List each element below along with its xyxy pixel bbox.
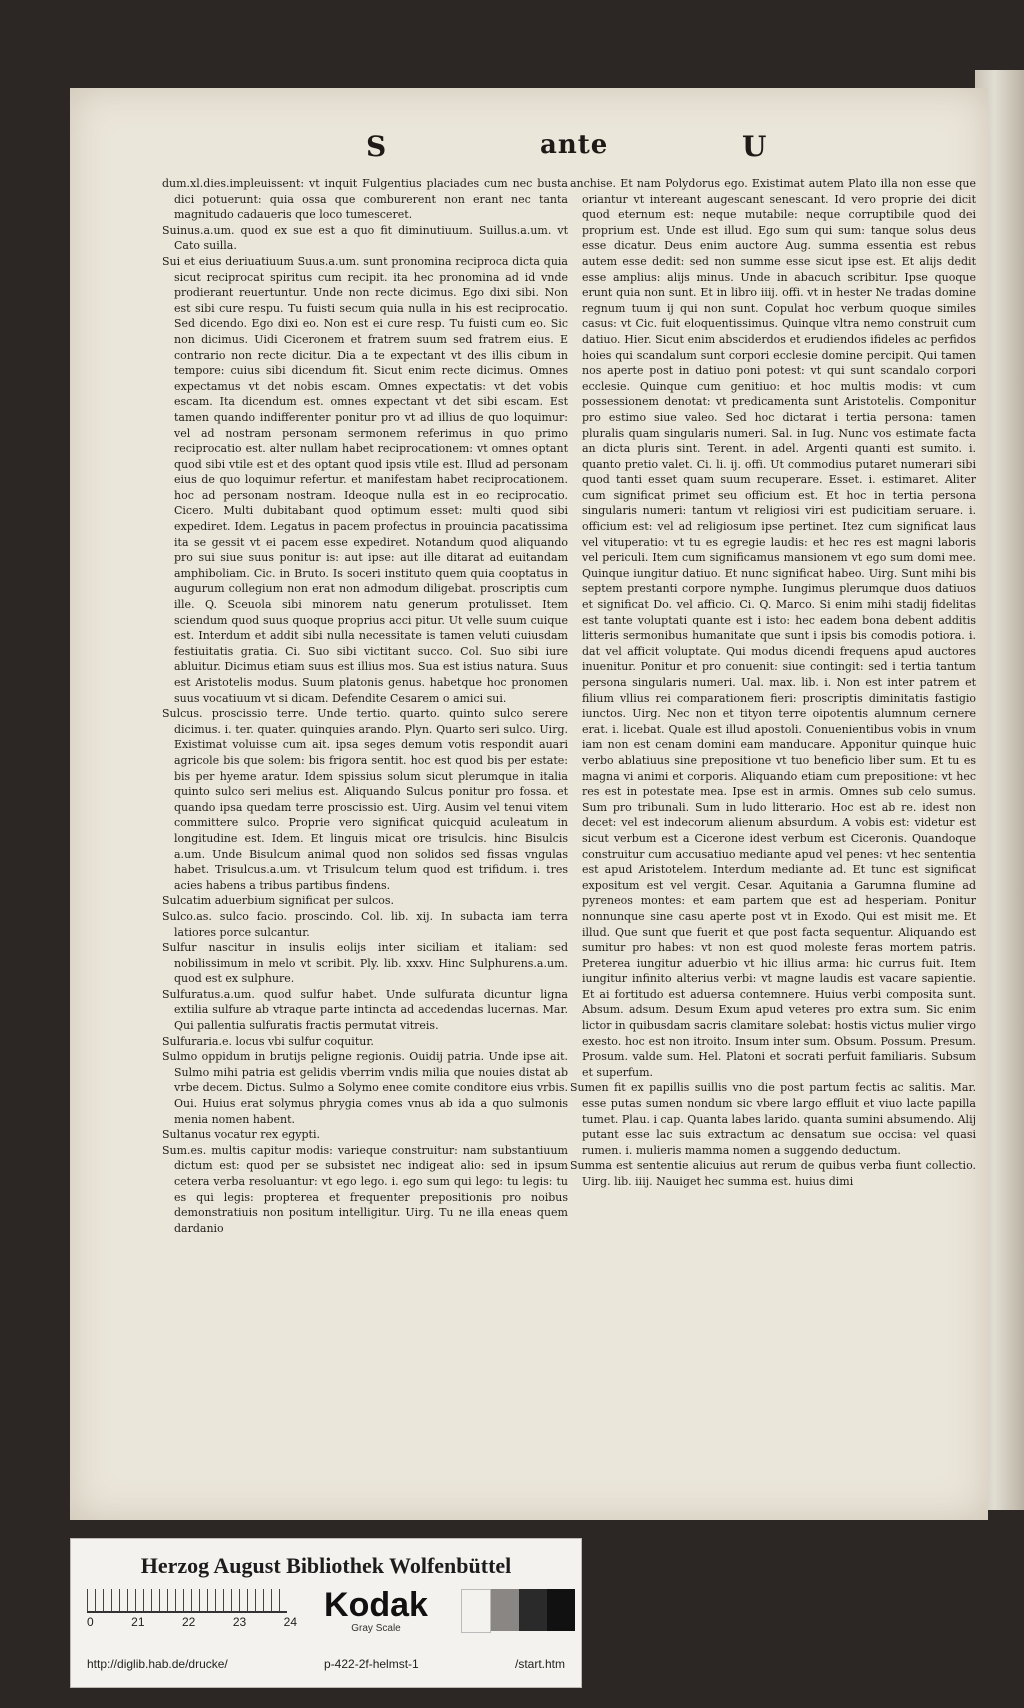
entry-paragraph: Sulco.as. sulco facio. proscindo. Col. lib. xij. In subacta iam terra latiores porce sulcantur. <box>162 909 568 939</box>
source-url: http://diglib.hab.de/drucke/ <box>87 1657 228 1671</box>
entry-paragraph: Sui et eius deriuatiuum Suus.a.um. sunt pronomina reciproca dicta quia sicut reciprocat spiritus cum recipit. ita hec pronomina ad id vnde prodierant reuertuntur. Unde non recte dicimus. Ego dixi sibi. Non est sibi cure respu. Tu fuisti secum quia nulla in his est reciprocatio. Sed dicendo. Ego dixi eo. Non est ei cure resp. Tu fuisti cum eo. Sic non dicimus. Uidi Ciceronem et fratrem suum sed fratrem eius. E contrario non recte dicitur. Dia a te expectant vt des illis cibum in tempore: cuius sibi dicendum fit. Sicut enim recte dicimus. Omnes expectamus vt det nobis escam. Omnes expectatis: vt det vobis escam. Ita dicendum est. omnes expectant vt det sibi escam. Est tamen quando indifferenter ponitur pro vt ad illius de quo loquimur: vel ad nostram personam sermonem referimus in quo primo reciprocatio est. alter nullam habet reciprocationem: vt omnes optant quod sibi vtile est et des optant quod ipsis vtile est. Illud ad personam eius de quo loquimur refertur. et manifestam habet reciprocationem. hoc ad personam nostram. Ideoque nulla est in eo reciprocatio. Cicero. Multi dubitabant quod optimum esset: multi quod sibi expediret. Idem. Legatus in pacem profectus in prouincia pacatissima ita se gessit vt ei pacem esse expediret. Notandum quod aliquando pro sui siue suus ponitur is: aut ipse: aut ille ditarat ad euitandam amphiboliam. Cic. in Bruto. Is soceri instituto quem quia cooptatus in augurum collegium non erat non admodum diligebat. proscriptis cum ille. Q. Sceuola sibi minorem natu generum protulisset. Item sciendum quod suus quoque proprius acci pitur. Ut velle suum cuique est. Interdum et addit sibi nulla necessitate is tamen veluti cuiusdam festiuitatis gratia. Ci. Suo sibi victitant succo. Col. Suo sibi iure abluitur. Dicimus etiam suus est illius mos. Sua est istius natura. Suus est Aristotelis modus. Suum platonis genus. habetque hoc pronomen suus vocatiuum vt si dicam. Defendite Cesarem o amici sui. <box>162 254 568 705</box>
ruler-numbers <box>87 1615 297 1629</box>
start-link: /start.htm <box>514 1657 565 1671</box>
dark-swatch <box>519 1589 547 1631</box>
color-target-card <box>70 1538 582 1688</box>
scale-ruler <box>87 1589 297 1629</box>
right-text-column <box>570 176 976 1190</box>
gray-swatches <box>461 1589 575 1631</box>
left-text-column <box>162 176 568 1236</box>
running-head-center: ante <box>540 130 609 160</box>
ruler-number: 21 <box>131 1615 145 1629</box>
white-swatch <box>461 1589 491 1633</box>
entry-paragraph: Summa est sententie alicuius aut rerum de quibus verba fiunt collectio. Uirg. lib. iiij. Nauiget hec summa est. huius dimi <box>570 1159 976 1188</box>
black-swatch <box>547 1589 575 1631</box>
entry-paragraph: Sulfuraria.e. locus vbi sulfur coquitur. <box>162 1034 374 1048</box>
target-footer <box>87 1657 565 1671</box>
entry-paragraph: Sulfuratus.a.um. quod sulfur habet. Unde sulfurata dicuntur ligna extilia sulfure ab vtraque parte intincta ad accedendas lucernas. Mar. Qui pallentia sulfuratis fractis permutat vitreis. <box>162 987 568 1033</box>
running-head-left: S <box>366 130 387 163</box>
ruler-number: 24 <box>283 1615 297 1629</box>
gray-swatch <box>491 1589 519 1631</box>
entry-paragraph: Sulmo oppidum in brutijs peligne regionis. Ouidij patria. Unde ipse ait. Sulmo mihi patria est gelidis vberrim vndis milia que nouies distat ab vrbe decem. Dictus. Sulmo a Solymo enee comite conditore eius vrbis. Oui. Huius erat solymus phrygia comes vnus ab ida a quo sulmonis menia nomen habent. <box>162 1050 568 1126</box>
gray-scale-label: Gray Scale <box>351 1623 401 1634</box>
entry-paragraph: Sulcus. proscissio terre. Unde tertio. quarto. quinto sulco serere dicimus. i. ter. quater. quinquies arando. Plyn. Quarto seri sulco. Uirg. Existimat voluisse cum ait. ipsa seges demum votis respondit auari agricole bis que solem: bis frigora sentit. hoc est quod bis per estate: bis per hyeme aratur. Idem spissius solum sicut plerumque in italia quinto sulco seri melius est. Aliquando Sulcus ponitur pro fossa. et quando ipsa quedam terre proscissio est. Uirg. Ausim vel tenui vitem committere sulco. Proprie vero significat quicquid aculeatum in longitudine est. Idem. Et linguis micat ore trisulcis. hinc Bisulcis a.um. Unde Bisulcum animal quod non solidos sed fissas vngulas habet. Trisulcus.a.um. vt Trisulcum telum quod est trifidum. i. tres acies habens a tribus partibus findens. <box>162 707 568 892</box>
ruler-number: 23 <box>232 1615 247 1629</box>
entry-paragraph: anchise. Et nam Polydorus ego. Existimat autem Plato illa non esse que oriantur vt intereant augescant senescant. Id vero proprie dei dicit quod eternum est: neque mutabile: neque corruptibile quod dei proprium est. Unde est illud. Ego sum qui sum: tanque solus deus esse dicatur. Deus enim auctore Aug. summa essentia est rebus autem esse dedit: sed non summe esse sicut ipse est. Et alijs dedit esse amplius: alijs minus. Unde in abacuch scribitur. Ipse quoque erunt quia non sunt. Et in libro iiij. offi. vt in hester Ne tradas domine regnum tuum ij qui non sunt. Copulat hoc verbum quoque similes casus: vt Cic. fuit eloquentissimus. Quinque vltra nemo construit cum datiuo. Hier. Sicut enim absciderdos et erudiendos ifideles ac perfidos hoies qui scandalum sunt corpori ecclesie domine percipit. Qui tamen nos aperte post in datiuo poni potest: vt qui sunt scandalo corpori ecclesie. Quinque cum genitiuo: et hoc multis modis: vt cum possessionem denotat: vt predicamenta sunt Aristotelis. Componitur pro estimo siue valeo. Sed hoc dictarat i tertia persona: tamen pluralis quam singularis numeri. Sal. in Iug. Nunc vos estimate facta an dicta pluris sint. Terent. in adel. Argenti quanti est sumito. i. quanto pretio valet. Ci. li. ij. offi. Ut commodius putaret numerari sibi quod tanti esset quam suum recuperare. Esset. i. estimaret. Aliter cum significat primet seu officium est. Et hoc in tertia persona singularis numeri: tantum vt religiosi viri est pudicitiam seruare. i. officium est: vel ad religiosum ipse pertinet. Itez cum significat laus vel vituperatio: vt tu es egregie laudis: et hec res est magni laboris vel periculi. Item cum significamus mansionem vt ego sum domi mee. Quinque iungitur datiuo. Et nunc significat habeo. Uirg. Sunt mihi bis septem prestanti corpore nymphe. Iungimus plerumque duos datiuos et significat Do. vel afficio. Ci. Q. Marco. Si enim mihi stadij fidelitas est tante voluptati quante est i isto: hec eadem bona debent additis litteris sermonibus humanitate que sunt i ipsis bis comodis potiora. i. dat vel afficit voluptate. Qui modus dicendi frequens apud auctores inuenitur. Ponitur et pro conuenit: siue contingit: sed i tertia tantum persona singularis numeri. Ual. max. lib. i. Non est inter patrem et filium vllius rei comparationem fieri: proscriptis diminitatis fastigio iunctos. Uirg. Nec non et tityon terre oipotentis alumnum cernere erat. i. licebat. Quale est illud apostoli. Conuenientibus vobis in vnum iam non est cenam domini eam manducare. Apponitur quinque huic verbo ablatiuus sine prepositione vt tuo beneficio liber sum. Et tu es magna vi animi et corporis. Aliquando etiam cum prepositione: vt hec res est in potestate mea. Ipse est in armis. Omnes sub celo sumus. Sum pro tribunali. Sum in ludo litterario. Hoc est ab re. idest non decet: vel est indecorum alienum absurdum. A vobis est: videtur est sicut verbum est a Cicerone idest verbum est Ciceronis. Quandoque construitur cum accusatiuo mediante apud vel penes: vt hec sententia est apud Aristotelem. Interdum mediante ad. Et tunc est significat expositum est vel vergit. Cesar. Aquitania a Garumna flumine ad pyreneos montes: et eam partem que est ad hesperiam. Ponitur nonnunque sine casu aperte post vt in Exodo. Qui est misit me. Et illud. Que sunt que fuerit et que post facta sequentur. Aliquando est sumitur pro habes: vt non est quod moleste feras mortem patris. Preterea iungitur aduerbio vt hic illius arma: hic currus fuit. Item iungitur infinito alterius verbi: vt magne laudis est vacare sapientie. Et ai fortitudo est aduersa contemnere. Huius verbi composita sunt. Absum. adsum. Desum Exum apud veteres pro extra sum. Sic enim lictor in quibusdam sacris clamitare solebat: hostis victus mulier virgo exesto. hoc est non itroito. Insum inter sum. Obsum. Possum. Presum. Prosum. valde sum. Hel. Platoni et socrati perfuit familiaris. Subsum et superfum. <box>570 177 976 1079</box>
shelfmark: p-422-2f-helmst-1 <box>324 1657 419 1671</box>
entry-paragraph: Sum.es. multis capitur modis: varieque construitur: nam substantiuum dictum est: quod per se subsistet nec indigeat alio: sed in ipsum cetera verba resoluantur: vt ego lego. i. ego sum qui lego: tu legis: tu es qui legis: propterea et frequenter prepositionis pro noibus demonstratiuis non positum intelligitur. Uirg. Tu ne illa eneas quem dardanio <box>162 1143 568 1235</box>
kodak-wordmark: Kodak <box>324 1586 428 1624</box>
entry-paragraph: Sulfur nascitur in insulis eolijs inter siciliam et italiam: sed nobilissimum in melo vt scribit. Ply. lib. xxxv. Hinc Sulphurens.a.um. quod est ex sulphure. <box>162 941 568 986</box>
entry-paragraph: Sultanus vocatur rex egypti. <box>162 1128 320 1142</box>
ruler-number: 0 <box>87 1615 94 1629</box>
library-name: Herzog August Bibliothek Wolfenbüttel <box>140 1553 512 1578</box>
entry-paragraph: Sumen fit ex papillis suillis vno die post partum fectis ac salitis. Mar. esse putas sumen nondum sic vbere largo effluit et viuo lacte papilla tumet. Plau. i cap. Quanta labes larido. quanta sumini absumendo. Alij putant esse lac suis extractum ac densatum sue occisa: vel quasi rumen. i. mulieris mamma nomen a suggendo deductum. <box>570 1081 976 1157</box>
kodak-logo <box>311 1587 441 1637</box>
ruler-ticks <box>87 1589 287 1613</box>
entry-paragraph: dum.xl.dies.impleuissent: vt inquit Fulgentius placiades cum nec busta dici potuerunt: quia ossa que comburerent non erant nec tanta magnitudo cadaueris que loco tumesceret. <box>162 177 568 222</box>
book-page <box>70 88 988 1520</box>
ruler-number: 22 <box>181 1615 196 1629</box>
running-head-right: U <box>742 130 767 163</box>
entry-paragraph: Suinus.a.um. quod ex sue est a quo fit diminutiuum. Suillus.a.um. vt Cato suilla. <box>162 223 568 253</box>
running-head <box>70 130 988 170</box>
entry-paragraph: Sulcatim aduerbium significat per sulcos. <box>162 894 395 908</box>
